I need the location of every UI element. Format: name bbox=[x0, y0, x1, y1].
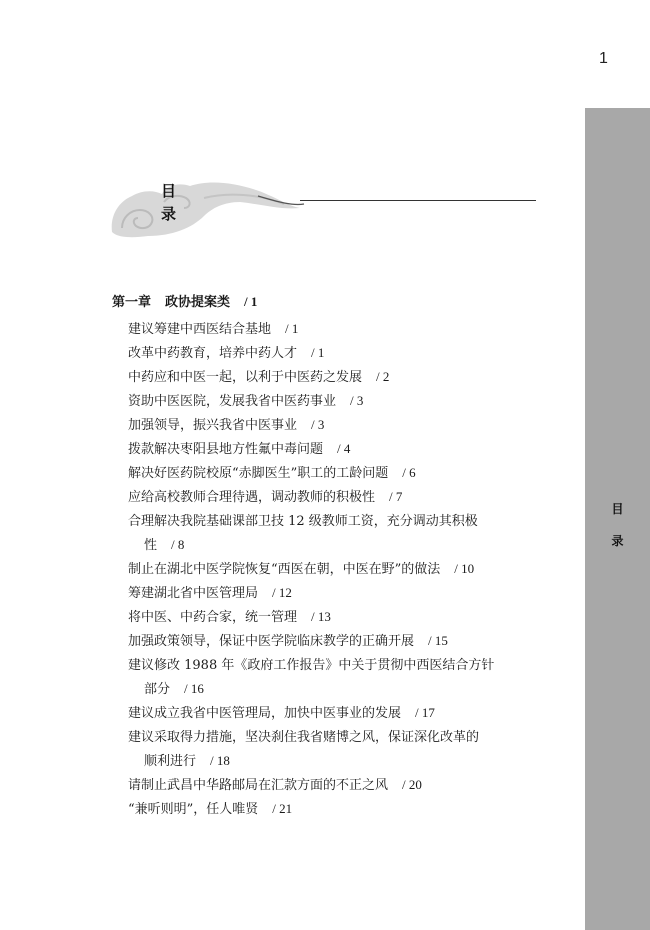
toc-entry-page: / 15 bbox=[428, 633, 448, 648]
heading-char-lu: 录 bbox=[161, 205, 177, 223]
toc-entry-title: 中药应和中医一起，以利于中医药之发展 bbox=[128, 370, 363, 385]
chapter-page: / 1 bbox=[244, 294, 258, 309]
toc-entry[interactable] bbox=[128, 390, 363, 409]
toc-entry-title: 制止在湖北中医学院恢复“西医在朝，中医在野”的做法 bbox=[128, 562, 441, 577]
toc-entry-page: / 13 bbox=[311, 609, 331, 624]
toc-entry-page: / 7 bbox=[389, 489, 403, 504]
toc-entry-title: 请制止武昌中华路邮局在汇款方面的不正之风 bbox=[128, 778, 389, 793]
toc-entry[interactable] bbox=[128, 654, 494, 673]
side-tab-label-first: 目 bbox=[611, 502, 624, 516]
toc-entry-title: 改革中药教育，培养中药人才 bbox=[128, 346, 298, 361]
toc-entry-title: 建议采取得力措施，坚决刹住我省赌博之风，保证深化改革的 bbox=[128, 730, 480, 745]
toc-entry[interactable] bbox=[128, 606, 331, 625]
toc-entry-page: / 20 bbox=[402, 777, 422, 792]
toc-entry-title: 建议成立我省中医管理局，加快中医事业的发展 bbox=[128, 706, 402, 721]
toc-entry-title: 将中医、中药合家，统一管理 bbox=[128, 610, 298, 625]
toc-entry[interactable] bbox=[128, 366, 389, 385]
toc-entry-page: / 18 bbox=[210, 753, 230, 768]
side-tab bbox=[585, 108, 650, 930]
toc-entry-title: 加强政策领导，保证中医学院临床教学的正确开展 bbox=[128, 634, 415, 649]
toc-entry-page: / 16 bbox=[184, 681, 204, 696]
toc-entry[interactable] bbox=[128, 774, 422, 793]
toc-entry-page: / 2 bbox=[376, 369, 390, 384]
toc-entry-title: “兼听则明”，任人唯贤 bbox=[128, 802, 259, 817]
toc-entry-title: 顺利进行 bbox=[144, 754, 197, 769]
toc-entry[interactable] bbox=[128, 702, 435, 721]
toc-entry-title: 建议筹建中西医结合基地 bbox=[128, 322, 272, 337]
toc-entry-title: 加强领导，振兴我省中医事业 bbox=[128, 418, 298, 433]
cloud-ornament-icon bbox=[108, 172, 308, 242]
toc-entry-title: 解决好医药院校原“赤脚医生”职工的工龄问题 bbox=[128, 466, 389, 481]
toc-entry-title: 性 bbox=[144, 538, 158, 553]
toc-entry-title: 应给高校教师合理待遇，调动教师的积极性 bbox=[128, 490, 376, 505]
toc-entry[interactable] bbox=[128, 486, 402, 505]
toc-entry-continuation[interactable] bbox=[144, 750, 230, 769]
toc-entry[interactable] bbox=[128, 726, 479, 745]
toc-entry-page: / 12 bbox=[272, 585, 292, 600]
toc-entry-page: / 10 bbox=[454, 561, 475, 576]
toc-entry-page: / 1 bbox=[285, 321, 299, 336]
toc-entry[interactable] bbox=[128, 438, 350, 457]
toc-entry[interactable] bbox=[128, 318, 298, 337]
chapter-number: 第一章 bbox=[112, 295, 152, 310]
toc-entry-title: 拨款解决枣阳县地方性氟中毒问题 bbox=[128, 442, 324, 457]
toc-entry-title: 合理解决我院基础课部卫技 12 级教师工资，充分调动其积极 bbox=[128, 514, 478, 529]
toc-entry[interactable] bbox=[128, 582, 292, 601]
toc-entry-title: 筹建湖北省中医管理局 bbox=[128, 586, 259, 601]
toc-entry-title: 资助中医医院，发展我省中医药事业 bbox=[128, 394, 337, 409]
heading-char-mu: 目 bbox=[161, 182, 177, 200]
chapter-title: 政协提案类 bbox=[165, 295, 231, 310]
toc-entry[interactable] bbox=[128, 798, 292, 817]
toc-entry[interactable] bbox=[128, 342, 324, 361]
toc-entry-continuation[interactable] bbox=[144, 678, 204, 697]
page-number: 1 bbox=[599, 50, 608, 67]
toc-entry[interactable] bbox=[128, 510, 478, 529]
toc-entry-page: / 4 bbox=[337, 441, 351, 456]
toc-entry[interactable] bbox=[128, 462, 416, 481]
toc-entry-page: / 17 bbox=[415, 705, 435, 720]
side-tab-label-second: 录 bbox=[611, 534, 624, 548]
heading-rule bbox=[300, 200, 536, 201]
toc-entry-title: 部分 bbox=[144, 682, 171, 697]
toc-entry[interactable] bbox=[128, 414, 324, 433]
toc-entry-page: / 3 bbox=[311, 417, 325, 432]
toc-entry-page: / 3 bbox=[350, 393, 364, 408]
toc-entry-page: / 1 bbox=[311, 345, 325, 360]
toc-entry-page: / 8 bbox=[171, 537, 185, 552]
toc-entry[interactable] bbox=[128, 630, 448, 649]
toc-entry-page: / 6 bbox=[402, 465, 416, 480]
toc-entry-title: 建议修改 1988 年《政府工作报告》中关于贯彻中西医结合方针 bbox=[128, 658, 495, 673]
toc-entry[interactable] bbox=[128, 558, 474, 577]
chapter-heading[interactable] bbox=[112, 291, 257, 310]
toc-entry-continuation[interactable] bbox=[144, 534, 184, 553]
toc-entry-page: / 21 bbox=[272, 801, 293, 816]
